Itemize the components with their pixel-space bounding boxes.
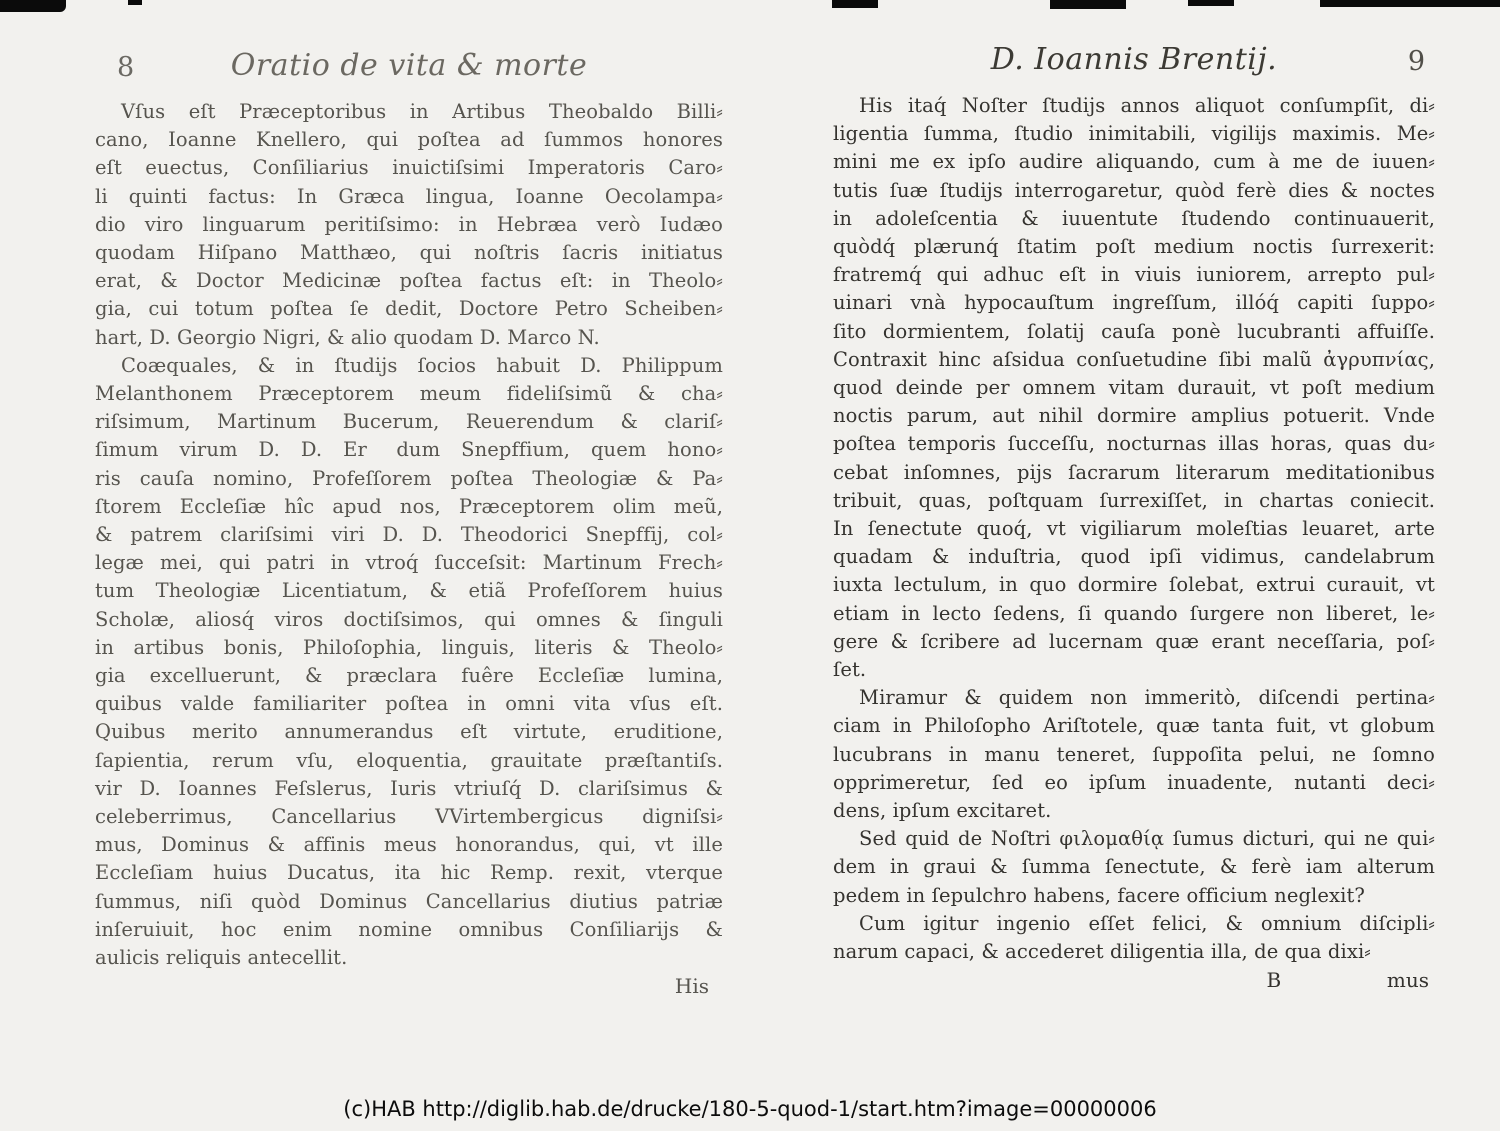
text-line: pedem in ſepulchro habens, facere officium neglexit? (833, 883, 1365, 907)
text-line: in adoleſcentia & iuuentute ſtudendo continuauerit, (833, 206, 1435, 230)
right-running-title: D. Ioannis Brentij. (990, 42, 1278, 77)
right-page-header (833, 42, 1435, 86)
text-line: Coæquales, & in ſtudijs ſocios habuit D. Philippum (121, 353, 723, 377)
text-line: erat, & Doctor Medicinæ poſtea factus eſt: in Theolo⸗ (95, 269, 723, 293)
paragraph (833, 825, 1435, 910)
text-line: tum Theologiæ Licentiatum, & etiã Profeſſorem huius (95, 579, 723, 603)
text-line: li quinti factus: In Græca lingua, Ioanne Oecolampa⸗ (95, 184, 723, 208)
text-line: opprimeretur, ſed eo ipſum inuadente, nutanti deci⸗ (833, 770, 1435, 794)
text-line: ris cauſa nomino, Profeſſorem poſtea Theologiæ & Pa⸗ (95, 466, 723, 490)
text-line: tribuit, quas, poſtquam ſurrexiſſet, in chartas coniecit. (833, 488, 1435, 512)
text-line: celeberrimus, Cancellarius VVirtembergicus digniſsi⸗ (95, 805, 723, 829)
right-page (833, 42, 1435, 998)
left-catchword: His (674, 974, 709, 999)
left-text-block (95, 98, 723, 972)
right-text-block (833, 92, 1435, 966)
right-signature-row (833, 968, 1435, 998)
text-line: inſeruiuit, hoc enim nomine omnibus Conſiliarijs & (95, 917, 723, 941)
scan-artifact (1188, 0, 1234, 6)
scan-artifact (0, 0, 66, 12)
text-line: lucubrans in manu teneret, ſuppoſita pelui, ne ſomno (833, 742, 1435, 766)
text-line: gia, cui totum poſtea ſe dedit, Doctore Petro Scheiben⸗ (95, 297, 723, 321)
scan-artifact (832, 0, 878, 8)
text-line: mus, Dominus & affinis meus honorandus, qui, vt ille (95, 833, 723, 857)
text-line: ſet. (833, 658, 867, 682)
text-line: narum capaci, & accederet diligentia illa, de qua dixi⸗ (833, 940, 1371, 964)
text-line: gere & ſcribere ad lucernam quæ erant neceſſaria, poſ⸗ (833, 629, 1435, 653)
text-line: poſtea temporis ſucceſſu, nocturnas illas horas, quas du⸗ (833, 432, 1435, 456)
text-line: mini me ex ipſo audire aliquando, cum à me de iuuen⸗ (833, 150, 1435, 174)
text-line: Quibus merito annumerandus eſt virtute, eruditione, (95, 720, 723, 744)
text-line: fratremq́ qui adhuc eſt in viuis iuniorem, arrepto pul⸗ (833, 263, 1435, 287)
paragraph (833, 910, 1435, 966)
signature-mark: B (1266, 968, 1282, 993)
text-line: uinari vnà hypocauſtum ingreſſum, illóq́ capiti ſuppo⸗ (833, 291, 1435, 315)
left-running-title: Oratio de vita & morte (230, 48, 588, 83)
text-line: ſito dormientem, ſolatij cauſa ponè lucubranti affuiſſe. (833, 319, 1435, 343)
left-page-header (95, 48, 723, 92)
text-line: noctis parum, aut nihil dormire amplius potuerit. Vnde (833, 404, 1435, 428)
text-line: quodam Hiſpano Matthæo, qui noſtris ſacris initiatus (95, 241, 723, 265)
text-line: Sed quid de Noſtri φιλομαθίᾳ ſumus dicturi, qui ne qui⸗ (859, 827, 1435, 851)
library-caption: (c)HAB http://diglib.hab.de/drucke/180-5-quod-1/start.htm?image=00000006 (343, 1097, 1157, 1121)
text-line: in artibus bonis, Philoſophia, linguis, literis & Theolo⸗ (95, 635, 723, 659)
text-line: quadam & induſtria, quod ipſi vidimus, candelabrum (833, 545, 1435, 569)
text-line: dem in graui & ſumma ſenectute, & ferè iam alterum (833, 855, 1435, 879)
scan-artifact (1050, 0, 1126, 9)
paragraph (95, 352, 723, 972)
text-line: cano, Ioanne Knellero, qui poſtea ad ſummos honores (95, 128, 723, 152)
text-line: quòdq́ plærunq́ ſtatim poſt medium noctis ſurrexerit: (833, 235, 1435, 259)
text-line: hart, D. Georgio Nigri, & alio quodam D. Marco N. (95, 325, 600, 349)
text-line: etiam in lecto ſedens, ſi quando ſurgere non liberet, le⸗ (833, 601, 1435, 625)
text-line: & patrem clariſsimi viri D. D. Theodorici Snepffij, col⸗ (95, 523, 723, 547)
text-line: Scholæ, aliosq́ viros doctiſsimos, qui omnes & ſinguli (95, 607, 723, 631)
text-line: eſt euectus, Conſiliarius inuictiſsimi Imperatoris Caro⸗ (95, 156, 723, 180)
text-line: ſimum virum D. D. Er dum Snepffium, quem hono⸗ (95, 438, 723, 462)
text-line: ligentia ſumma, ſtudio inimitabili, vigilijs maximis. Me⸗ (833, 122, 1435, 146)
text-line: aulicis reliquis antecellit. (95, 946, 348, 970)
text-line: Miramur & quidem non immeritò, diſcendi pertina⸗ (859, 686, 1435, 710)
text-line: His itaq́ Noſter ſtudijs annos aliquot conſumpſit, di⸗ (859, 94, 1435, 117)
paragraph (833, 92, 1435, 684)
text-line: ciam in Philoſopho Ariſtotele, quæ tanta fuit, vt globum (833, 714, 1435, 738)
text-line: In ſenectute quoq́, vt vigiliarum moleſtias leuaret, arte (833, 517, 1435, 541)
text-line: tutis ſuæ ſtudijs interrogaretur, quòd ferè dies & noctes (833, 178, 1435, 202)
text-line: dio viro linguarum peritiſsimo: in Hebræa verò Iudæo (95, 212, 723, 236)
text-line: ſummus, niſi quòd Dominus Cancellarius diutius patriæ (95, 889, 723, 913)
right-catchword: mus (1386, 968, 1429, 993)
text-line: Cum igitur ingenio eſſet felici, & omnium diſcipli⸗ (859, 911, 1435, 935)
scan-artifact (1320, 0, 1500, 7)
paragraph (833, 684, 1435, 825)
left-page-number: 8 (117, 52, 135, 83)
text-line: ſapientia, rerum vſu, eloquentia, grauitate præſtantiſs. (95, 748, 723, 772)
text-line: Eccleſiam huius Ducatus, ita hic Remp. rexit, vterque (95, 861, 723, 885)
text-line: dens, ipſum excitaret. (833, 799, 1052, 823)
text-line: ſtorem Eccleſiæ hîc apud nos, Præceptorem olim meũ, (95, 494, 723, 518)
text-line: gia excelluerunt, & præclara fuêre Eccleſiæ lumina, (95, 664, 723, 688)
paragraph (95, 98, 723, 352)
text-line: vir D. Ioannes Feſslerus, Iuris vtriuſq́ D. clariſsimus & (95, 776, 723, 800)
text-line: iuxta lectulum, in quo dormire ſolebat, extrui curauit, vt (833, 573, 1435, 597)
right-page-number: 9 (1407, 46, 1425, 77)
text-line: riſsimum, Martinum Bucerum, Reuerendum & clariſ⸗ (95, 410, 723, 434)
left-page (95, 48, 723, 998)
text-line: cebat inſomnes, pijs ſacrarum literarum meditationibus (833, 460, 1435, 484)
scan-artifact (128, 0, 142, 5)
text-line: Melanthonem Præceptorem meum fideliſsimũ & cha⸗ (95, 382, 723, 406)
text-line: quod deinde per omnem vitam durauit, vt poſt medium (833, 376, 1435, 400)
text-line: Vſus eſt Præceptoribus in Artibus Theobaldo Billi⸗ (121, 100, 723, 123)
text-line: quibus valde familiariter poſtea in omni vita vſus eſt. (95, 692, 723, 716)
text-line: Contraxit hinc aſsidua conſuetudine ſibi malũ ἀγρυπνίας, (833, 347, 1435, 371)
text-line: legæ mei, qui patri in vtroq́ ſucceſsit: Martinum Frech⸗ (95, 551, 723, 575)
